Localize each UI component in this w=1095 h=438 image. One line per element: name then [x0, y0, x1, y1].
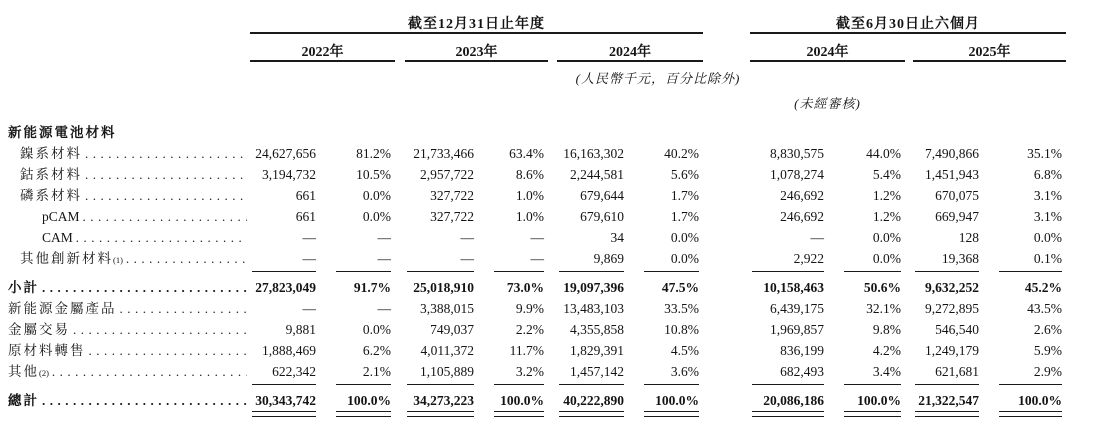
cell-value: 2,957,722: [420, 167, 474, 183]
cell-value: 16,163,302: [563, 146, 624, 162]
cell-value: 661: [295, 188, 316, 204]
cell-value: 836,199: [780, 343, 824, 359]
cell-value: 1,078,274: [770, 167, 824, 183]
cell-pct: 10.5%: [356, 167, 391, 183]
cell-value: 6,439,175: [770, 301, 824, 317]
footnote-marker-2: (2): [39, 368, 49, 379]
row-label: 小計: [8, 280, 39, 296]
cell-pct: 81.2%: [356, 146, 391, 162]
total-double-rule-row: [0, 409, 1066, 418]
cell-pct: —: [377, 230, 391, 246]
row-label: 新能源金屬產品: [8, 301, 117, 317]
dot-leader: [85, 147, 247, 161]
cell-pct: 45.2%: [1024, 280, 1063, 296]
dot-leader: [42, 281, 247, 295]
dot-leader: [85, 168, 247, 182]
table-row-other-innovative-materials: [0, 246, 1066, 267]
footnote-marker-1: (1): [113, 255, 123, 266]
cell-value: 2,244,581: [570, 167, 624, 183]
table-row-phosphorus: [0, 183, 1066, 204]
cell-pct: 0.1%: [1033, 251, 1063, 267]
cell-value: 25,018,910: [413, 280, 474, 296]
cell-pct: —: [530, 230, 544, 246]
cell-pct: 9.8%: [872, 322, 901, 338]
cell-pct: 1.2%: [872, 188, 901, 204]
cell-pct: —: [377, 251, 391, 267]
cell-value: 1,888,469: [262, 343, 316, 359]
cell-value: 679,644: [580, 188, 624, 204]
cell-value: 682,493: [780, 364, 824, 380]
cell-value: 1,457,142: [570, 364, 624, 380]
col-interim-2024: 2024年: [806, 44, 849, 60]
cell-value: 670,075: [935, 188, 979, 204]
period-group-interim: 截至6月30日止六個月: [836, 16, 980, 32]
cell-pct: 1.7%: [670, 188, 699, 204]
cell-value: 9,869: [593, 251, 624, 267]
cell-pct: 8.6%: [515, 167, 544, 183]
cell-pct: 50.6%: [863, 280, 901, 296]
cell-value: 1,451,943: [925, 167, 979, 183]
cell-pct: 5.4%: [872, 167, 901, 183]
dot-leader: [83, 210, 247, 224]
subtotal-rule-row: [0, 267, 1066, 275]
col-year-2023: 2023年: [455, 44, 498, 60]
table-row-cobalt: [0, 162, 1066, 183]
row-label: 磷系材料: [20, 188, 82, 204]
cell-value: 4,011,372: [420, 343, 474, 359]
cell-pct: 33.5%: [664, 301, 699, 317]
cell-value: 21,733,466: [413, 146, 474, 162]
section-header-row: [0, 120, 1066, 141]
cell-pct: 3.1%: [1033, 209, 1063, 225]
section-header-battery-materials: 新能源電池材料: [8, 125, 117, 141]
total-rule-row: [0, 380, 1066, 388]
cell-pct: 4.5%: [670, 343, 699, 359]
cell-pct: 0.0%: [670, 251, 699, 267]
unaudited-note-row: [0, 86, 1066, 111]
cell-value: 19,097,396: [563, 280, 624, 296]
cell-pct: 43.5%: [1027, 301, 1063, 317]
table-row-others: [0, 359, 1066, 380]
cell-pct: 0.0%: [670, 230, 699, 246]
cell-value: 669,947: [935, 209, 979, 225]
cell-pct: 1.0%: [515, 209, 544, 225]
cell-value: 246,692: [780, 209, 824, 225]
cell-pct: 3.2%: [515, 364, 544, 380]
row-label: 鈷系材料: [20, 167, 82, 183]
cell-pct: 73.0%: [506, 280, 544, 296]
cell-value: 3,194,732: [262, 167, 316, 183]
dot-leader: [126, 252, 247, 266]
period-group-row: [0, 8, 1066, 32]
cell-value: 9,881: [285, 322, 316, 338]
dot-leader: [76, 231, 247, 245]
cell-pct: 91.7%: [353, 280, 391, 296]
cell-pct: 1.2%: [872, 209, 901, 225]
dot-leader: [42, 394, 247, 408]
cell-pct: 3.6%: [670, 364, 699, 380]
cell-value: 9,632,252: [925, 280, 979, 296]
row-label: CAM: [42, 230, 73, 246]
units-note: (人民幣千元，百分比除外): [575, 70, 741, 86]
cell-pct: 1.7%: [670, 209, 699, 225]
table-row-subtotal: [0, 275, 1066, 296]
row-label: 原材料轉售: [8, 343, 86, 359]
cell-value: 749,037: [430, 322, 474, 338]
table-row-metal-trading: [0, 317, 1066, 338]
cell-pct: 11.7%: [509, 343, 544, 359]
cell-pct: 2.1%: [362, 364, 391, 380]
cell-pct: 63.4%: [509, 146, 544, 162]
cell-value: 21,322,547: [918, 393, 979, 409]
cell-pct: 0.0%: [1033, 230, 1063, 246]
row-label: 鎳系材料: [20, 146, 82, 162]
col-year-2024: 2024年: [609, 44, 651, 60]
cell-pct: 2.9%: [1033, 364, 1063, 380]
revenue-breakdown-table: [0, 8, 1066, 418]
cell-pct: 2.6%: [1033, 322, 1063, 338]
cell-pct: 100.0%: [500, 393, 544, 409]
cell-pct: 1.0%: [515, 188, 544, 204]
cell-value: 13,483,103: [563, 301, 624, 317]
dot-leader: [89, 344, 248, 358]
cell-pct: 3.1%: [1033, 188, 1063, 204]
cell-value: 3,388,015: [420, 301, 474, 317]
cell-value: 19,368: [941, 251, 979, 267]
unaudited-note: (未經審核): [794, 95, 861, 111]
cell-pct: 44.0%: [866, 146, 901, 162]
cell-value: 27,823,049: [255, 280, 316, 296]
cell-pct: 0.0%: [362, 322, 391, 338]
row-label: 金屬交易: [8, 322, 70, 338]
cell-pct: 100.0%: [655, 393, 699, 409]
table-row-raw-material-resale: [0, 338, 1066, 359]
cell-value: 327,722: [430, 188, 474, 204]
cell-pct: 6.8%: [1033, 167, 1063, 183]
cell-pct: 35.1%: [1027, 146, 1063, 162]
cell-pct: 47.5%: [661, 280, 699, 296]
table-row-pcam: [0, 204, 1066, 225]
cell-value: —: [460, 251, 474, 267]
cell-value: 20,086,186: [763, 393, 824, 409]
cell-pct: 0.0%: [872, 230, 901, 246]
cell-value: 24,627,656: [255, 146, 316, 162]
cell-pct: —: [377, 301, 391, 317]
cell-value: 34,273,223: [413, 393, 474, 409]
cell-pct: 6.2%: [362, 343, 391, 359]
cell-pct: 100.0%: [857, 393, 901, 409]
table-row-cam: [0, 225, 1066, 246]
row-label: 其他創新材料: [20, 251, 113, 267]
dot-leader: [73, 323, 247, 337]
table-row-total: [0, 388, 1066, 409]
cell-value: 2,922: [793, 251, 824, 267]
cell-pct: 10.8%: [664, 322, 699, 338]
cell-pct: 0.0%: [362, 209, 391, 225]
cell-pct: 40.2%: [664, 146, 699, 162]
cell-value: 622,342: [272, 364, 316, 380]
cell-pct: 100.0%: [1018, 393, 1063, 409]
cell-pct: 100.0%: [347, 393, 391, 409]
cell-pct: 9.9%: [515, 301, 544, 317]
cell-value: 30,343,742: [255, 393, 316, 409]
cell-pct: 0.0%: [872, 251, 901, 267]
cell-value: 546,540: [935, 322, 979, 338]
cell-pct: —: [530, 251, 544, 267]
cell-pct: 32.1%: [866, 301, 901, 317]
cell-value: 1,249,179: [925, 343, 979, 359]
table-row-nickel: [0, 141, 1066, 162]
row-label: 其他: [8, 364, 39, 380]
cell-pct: 0.0%: [362, 188, 391, 204]
cell-value: —: [810, 230, 824, 246]
spacer-row: [0, 111, 1066, 120]
cell-value: 7,490,866: [925, 146, 979, 162]
cell-value: —: [302, 230, 316, 246]
cell-value: 128: [958, 230, 979, 246]
units-note-row: [0, 62, 1066, 86]
dot-leader: [120, 302, 248, 316]
cell-value: 4,355,858: [570, 322, 624, 338]
cell-value: 1,105,889: [420, 364, 474, 380]
cell-value: 8,830,575: [770, 146, 824, 162]
cell-pct: 4.2%: [872, 343, 901, 359]
dot-leader: [85, 189, 247, 203]
cell-value: —: [302, 301, 316, 317]
row-label: 總計: [8, 393, 39, 409]
period-group-annual: 截至12月31日止年度: [408, 16, 545, 32]
cell-value: 621,681: [935, 364, 979, 380]
cell-value: 1,829,391: [570, 343, 624, 359]
cell-value: —: [460, 230, 474, 246]
cell-value: 327,722: [430, 209, 474, 225]
cell-value: 9,272,895: [925, 301, 979, 317]
dot-leader: [52, 365, 247, 379]
cell-value: 10,158,463: [763, 280, 824, 296]
cell-pct: 2.2%: [515, 322, 544, 338]
year-header-row: [0, 34, 1066, 60]
cell-value: 679,610: [580, 209, 624, 225]
col-interim-2025: 2025年: [968, 44, 1011, 60]
cell-value: 40,222,890: [563, 393, 624, 409]
row-label: pCAM: [42, 209, 80, 225]
cell-value: 1,969,857: [770, 322, 824, 338]
cell-value: —: [302, 251, 316, 267]
table-row-metal-products: [0, 296, 1066, 317]
cell-pct: 3.4%: [872, 364, 901, 380]
cell-value: 246,692: [780, 188, 824, 204]
cell-pct: 5.6%: [670, 167, 699, 183]
cell-pct: 5.9%: [1033, 343, 1063, 359]
cell-value: 661: [295, 209, 316, 225]
col-year-2022: 2022年: [301, 44, 344, 60]
cell-value: 34: [610, 230, 624, 246]
